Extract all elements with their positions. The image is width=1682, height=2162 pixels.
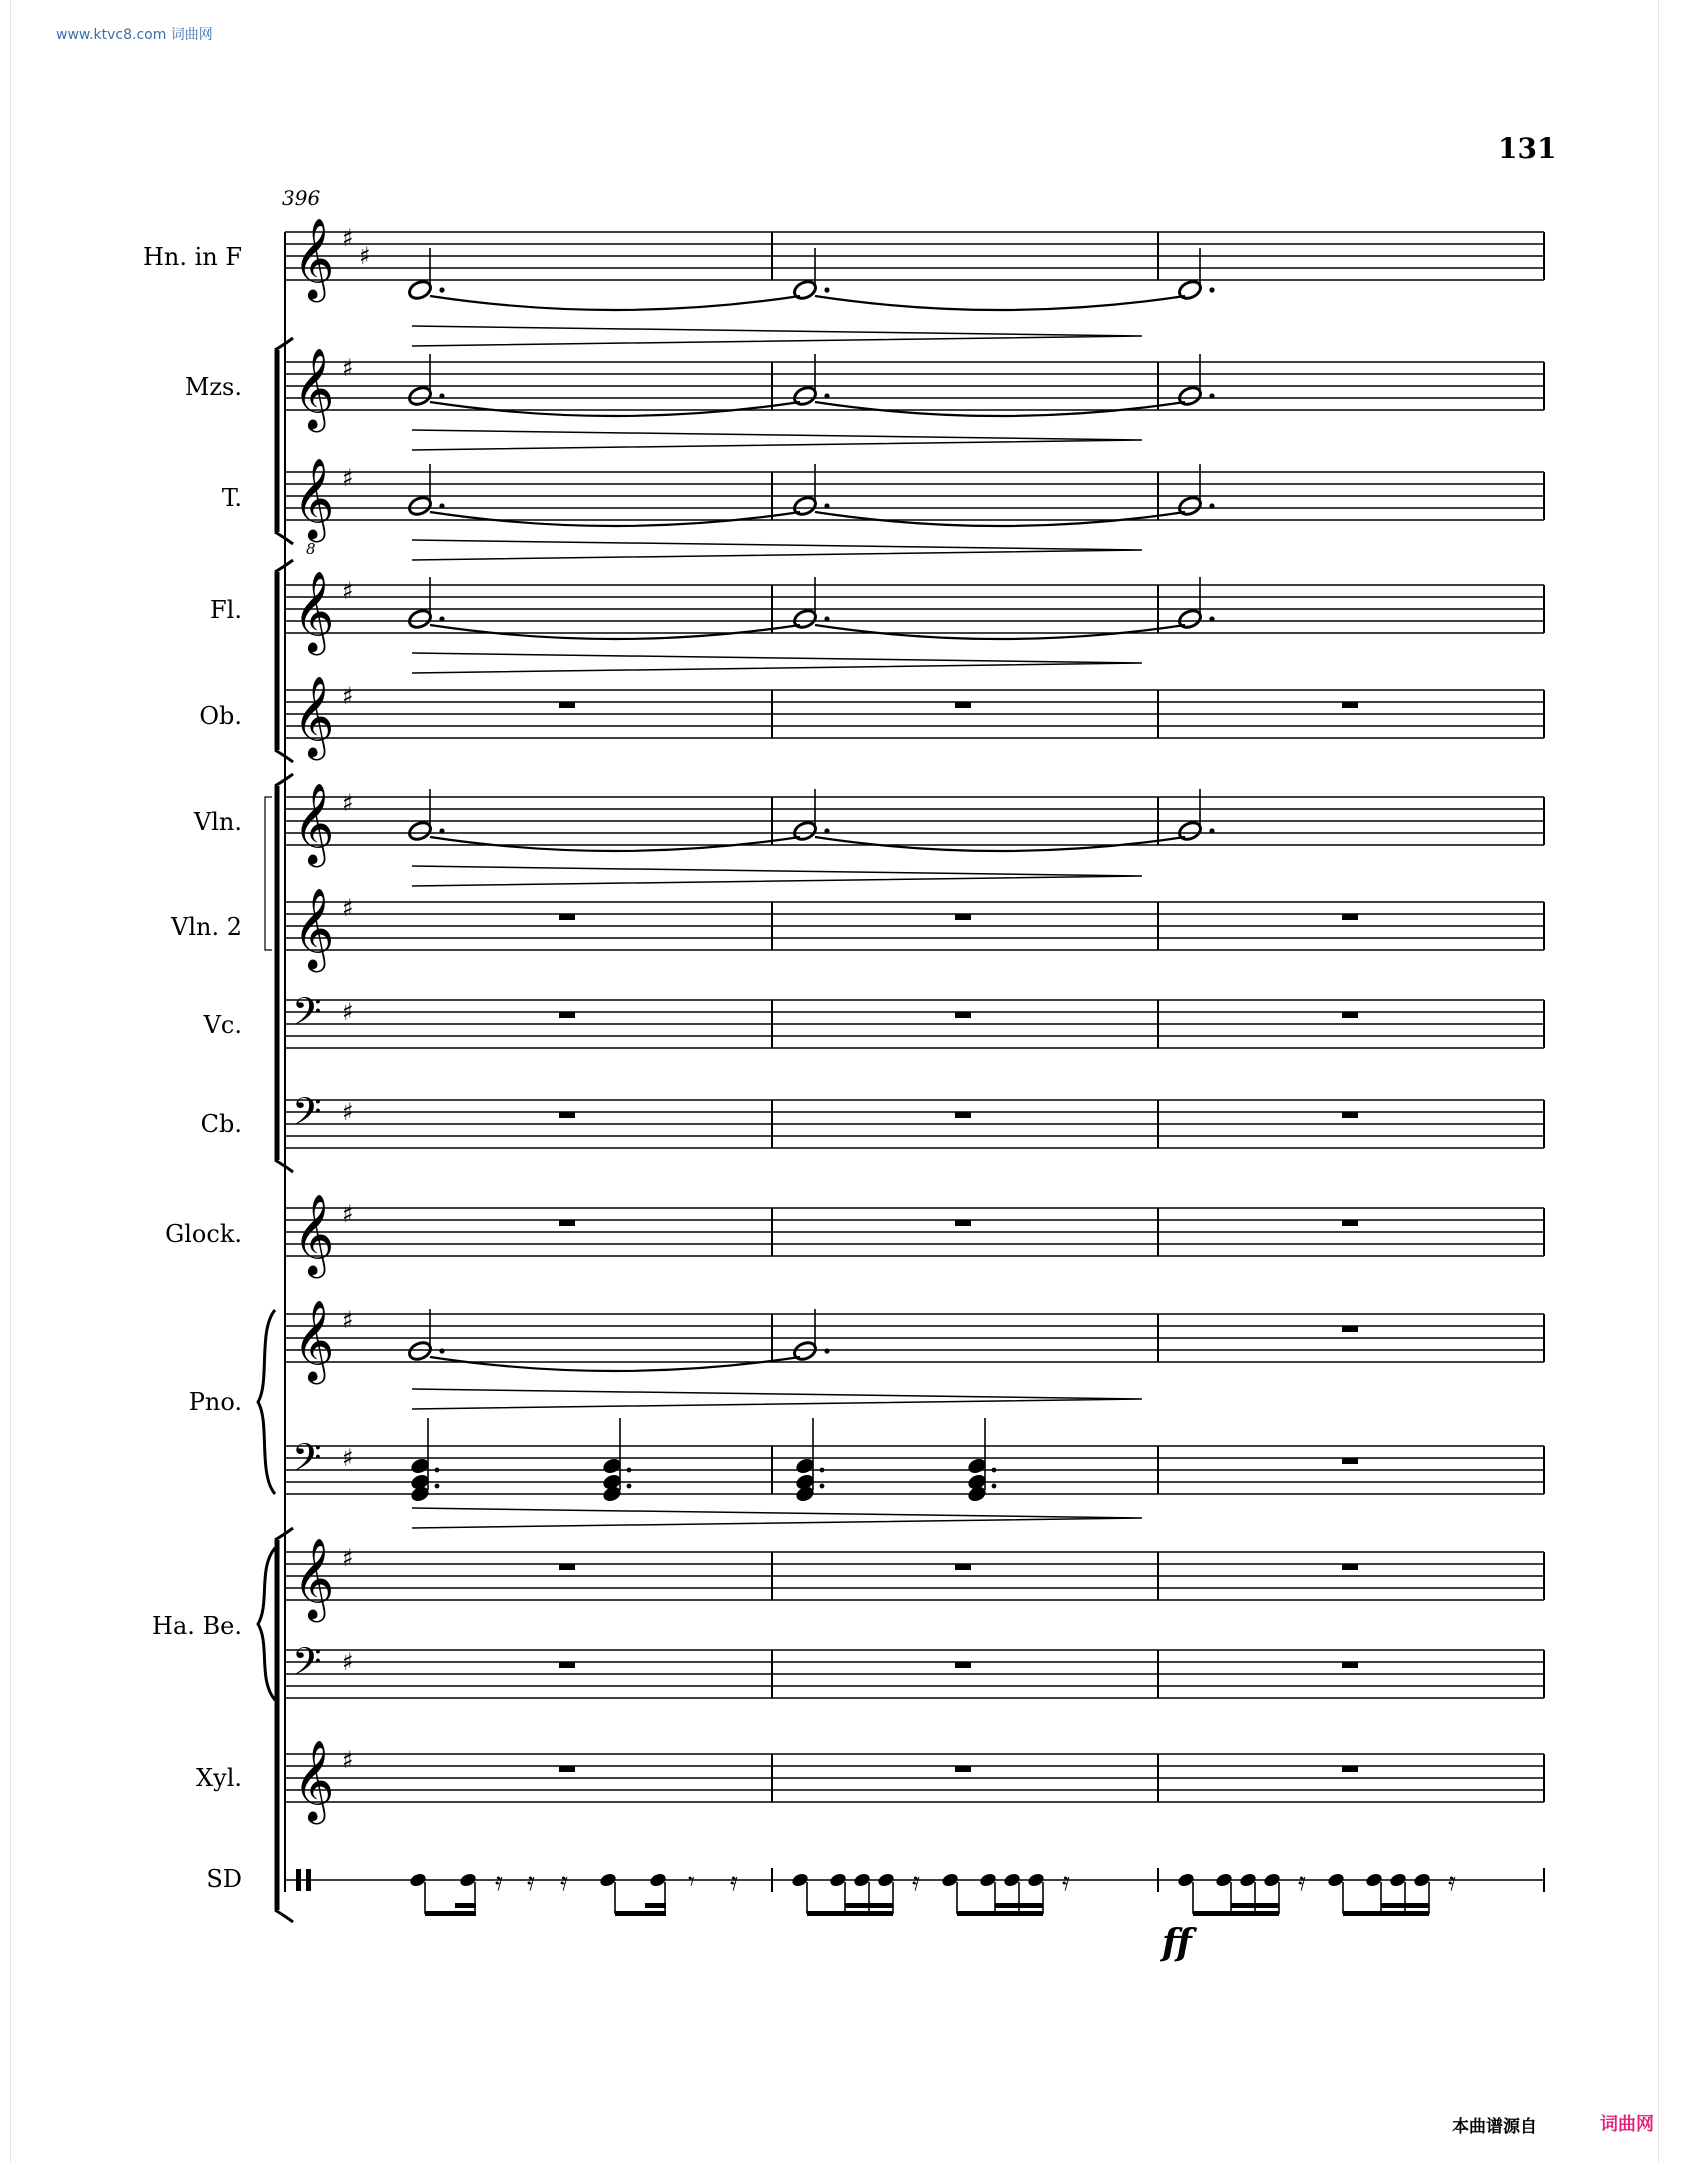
whole-rest-icon (559, 1112, 575, 1118)
label-violin-1: Vln. (193, 808, 242, 836)
decrescendo-hairpin (412, 326, 1142, 346)
treble-clef-icon: 𝄞 (293, 675, 335, 757)
whole-rest-icon (1342, 1220, 1358, 1226)
harp-brace (258, 1548, 275, 1700)
piano-rh-note (792, 1340, 818, 1363)
g-note (1177, 495, 1203, 518)
whole-rest-icon (1342, 914, 1358, 920)
augmentation-dot (439, 616, 444, 621)
augmentation-dot (439, 393, 444, 398)
whole-rest-icon (955, 1112, 971, 1118)
tie (815, 837, 1185, 851)
decrescendo-hairpin (412, 1389, 1142, 1409)
augmentation-dot (824, 287, 829, 292)
sixteenth-rest-icon: 𝄿 (1448, 1867, 1456, 1897)
sixteenth-rest-icon: 𝄿 (912, 1867, 920, 1897)
sharp-icon: ♯ (342, 1306, 354, 1334)
sharp-icon: ♯ (342, 224, 354, 252)
footer-source: 本曲谱源自 (1452, 2117, 1537, 2137)
sharp-icon: ♯ (342, 1098, 354, 1126)
treble-clef-icon: 𝄞 (293, 570, 335, 652)
augmentation-dot (439, 503, 444, 508)
augmentation-dot (435, 1468, 440, 1473)
sharp-icon: ♯ (342, 1200, 354, 1228)
label-cello: Vc. (203, 1011, 242, 1039)
label-flute: Fl. (210, 596, 242, 624)
beam (615, 1911, 666, 1916)
g-note (1177, 820, 1203, 843)
tie (430, 625, 800, 639)
whole-rest-icon (1342, 1564, 1358, 1570)
sixteenth-rest-icon: 𝄿 (495, 1867, 503, 1897)
whole-rest-icon (955, 1012, 971, 1018)
piano-brace (258, 1310, 275, 1494)
augmentation-dot (824, 1348, 829, 1353)
beam (455, 1903, 476, 1908)
treble-clef-icon: 𝄞 (293, 1193, 335, 1275)
augmentation-dot (1209, 503, 1214, 508)
sixteenth-rest-icon: 𝄿 (1062, 1867, 1070, 1897)
whole-rest-icon (559, 1012, 575, 1018)
augmentation-dot (824, 616, 829, 621)
bracket-percussion-hook (275, 1910, 293, 1922)
whole-rest-icon (955, 914, 971, 920)
dynamic-fortissimo: ff (1162, 1922, 1192, 1964)
beam (425, 1911, 476, 1916)
augmentation-dot (627, 1468, 632, 1473)
bass-clef-icon: 𝄢 (292, 989, 322, 1043)
decrescendo-hairpin (412, 653, 1142, 673)
decrescendo-hairpin (412, 540, 1142, 560)
label-harp-bells: Ha. Be. (152, 1612, 242, 1640)
bass-clef-icon: 𝄢 (292, 1639, 322, 1693)
sharp-icon: ♯ (342, 354, 354, 382)
tie (430, 296, 800, 310)
augmentation-dot (1209, 287, 1214, 292)
whole-rest-icon (1342, 1012, 1358, 1018)
whole-rest-icon (559, 702, 575, 708)
beam (807, 1911, 893, 1916)
augmentation-dot (1209, 828, 1214, 833)
augmentation-dot (439, 287, 444, 292)
treble-clef-icon: 𝄞 (293, 887, 335, 969)
augmentation-dot (627, 1484, 632, 1489)
label-horn: Hn. in F (142, 243, 242, 271)
bass-clef-icon: 𝄢 (292, 1089, 322, 1143)
treble-clef-icon: 𝄞 (293, 457, 335, 539)
sixteenth-rest-icon: 𝄿 (1298, 1867, 1306, 1897)
g-note (407, 608, 433, 631)
whole-rest-icon (559, 914, 575, 920)
page-number: 131 (1498, 132, 1557, 165)
beam (1381, 1903, 1429, 1908)
tie (430, 512, 800, 526)
decrescendo-hairpin (412, 866, 1142, 886)
sixteenth-rest-icon: 𝄿 (527, 1867, 535, 1897)
tie (815, 296, 1185, 310)
augmentation-dot (992, 1484, 997, 1489)
decrescendo-hairpin (412, 430, 1142, 450)
sharp-icon: ♯ (342, 1444, 354, 1472)
augmentation-dot (820, 1468, 825, 1473)
augmentation-dot (820, 1484, 825, 1489)
g-note (792, 820, 818, 843)
whole-rest-icon (955, 702, 971, 708)
g-note (407, 385, 433, 408)
augmentation-dot (1209, 616, 1214, 621)
augmentation-dot (1209, 393, 1214, 398)
whole-rest-icon (1342, 1326, 1358, 1332)
beam (1343, 1911, 1429, 1916)
beam (995, 1903, 1043, 1908)
horn-note (792, 279, 818, 302)
g-note (792, 608, 818, 631)
whole-rest-icon (559, 1662, 575, 1668)
treble-clef-icon: 𝄞 (293, 1739, 335, 1821)
g-note (792, 385, 818, 408)
whole-rest-icon (1342, 1112, 1358, 1118)
label-xylophone: Xyl. (196, 1764, 242, 1792)
sharp-icon: ♯ (342, 894, 354, 922)
whole-rest-icon (955, 1220, 971, 1226)
sharp-icon: ♯ (342, 464, 354, 492)
decrescendo-hairpin (412, 1508, 1142, 1528)
treble-clef-icon: 𝄞 (293, 1537, 335, 1619)
g-note (407, 820, 433, 843)
augmentation-dot (824, 393, 829, 398)
measure-number: 396 (282, 186, 321, 210)
sixteenth-rest-icon: 𝄿 (730, 1867, 738, 1897)
whole-rest-icon (1342, 1662, 1358, 1668)
footer-site-link[interactable]: 词曲网 (1600, 2114, 1654, 2135)
octave-marker: 8 (306, 540, 316, 558)
augmentation-dot (439, 1348, 444, 1353)
tie (430, 837, 800, 851)
whole-rest-icon (1342, 1766, 1358, 1772)
augmentation-dot (439, 828, 444, 833)
sharp-icon: ♯ (342, 998, 354, 1026)
label-glockenspiel: Glock. (165, 1220, 242, 1248)
treble-clef-icon: 𝄞 (293, 1299, 335, 1381)
whole-rest-icon (559, 1220, 575, 1226)
whole-rest-icon (1342, 702, 1358, 708)
beam (645, 1903, 666, 1908)
augmentation-dot (824, 828, 829, 833)
tie (430, 402, 800, 416)
label-piano: Pno. (188, 1388, 242, 1416)
piano-rh-note (407, 1340, 433, 1363)
whole-rest-icon (559, 1564, 575, 1570)
whole-rest-icon (955, 1662, 971, 1668)
augmentation-dot (435, 1484, 440, 1489)
g-note (1177, 385, 1203, 408)
label-contrabass: Cb. (200, 1110, 242, 1138)
sharp-icon: ♯ (342, 577, 354, 605)
whole-rest-icon (1342, 1458, 1358, 1464)
augmentation-dot (992, 1468, 997, 1473)
tie (815, 512, 1185, 526)
beam (845, 1903, 893, 1908)
sharp-icon: ♯ (342, 1544, 354, 1572)
augmentation-dot (824, 503, 829, 508)
whole-rest-icon (955, 1766, 971, 1772)
horn-note (407, 279, 433, 302)
percussion-clef-icon (296, 1869, 301, 1891)
sharp-icon: ♯ (359, 242, 371, 270)
label-oboe: Ob. (199, 702, 242, 730)
treble-clef-icon: 𝄞 (293, 782, 335, 864)
watermark-url[interactable]: www.ktvc8.com 词曲网 (56, 27, 213, 43)
tie (430, 1357, 800, 1371)
g-note (1177, 608, 1203, 631)
beam (1231, 1903, 1279, 1908)
violin-group-bracket (265, 797, 272, 950)
sharp-icon: ♯ (342, 1648, 354, 1676)
horn-note (1177, 279, 1203, 302)
eighth-rest-icon: 𝄾 (688, 1867, 695, 1897)
percussion-clef-icon (306, 1869, 311, 1891)
label-tenor: T. (221, 484, 242, 512)
beam (1193, 1911, 1279, 1916)
sharp-icon: ♯ (342, 789, 354, 817)
treble-clef-icon: 𝄞 (293, 347, 335, 429)
g-note (792, 495, 818, 518)
sixteenth-rest-icon: 𝄿 (560, 1867, 568, 1897)
label-violin-2: Vln. 2 (171, 913, 242, 941)
beam (957, 1911, 1043, 1916)
label-snare-drum: SD (206, 1865, 242, 1893)
treble-clef-icon: 𝄞 (293, 217, 335, 299)
bass-clef-icon: 𝄢 (292, 1435, 322, 1489)
tie (815, 402, 1185, 416)
sharp-icon: ♯ (342, 1746, 354, 1774)
whole-rest-icon (955, 1564, 971, 1570)
label-mezzo: Mzs. (184, 373, 242, 401)
tie (815, 625, 1185, 639)
sharp-icon: ♯ (342, 682, 354, 710)
whole-rest-icon (559, 1766, 575, 1772)
g-note (407, 495, 433, 518)
